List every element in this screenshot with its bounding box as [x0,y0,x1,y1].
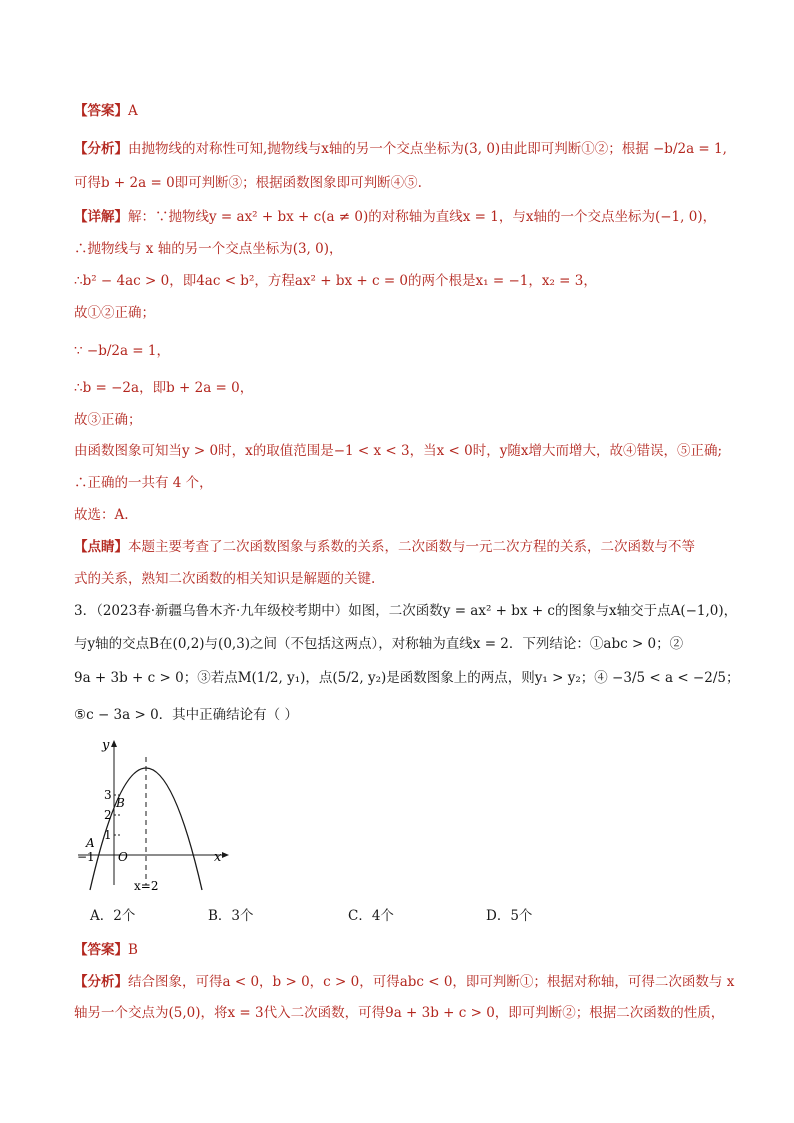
detail-line-4: 故①②正确； [74,305,155,321]
tick-label-3: 3 [104,788,112,802]
tick-label-2: 2 [104,808,112,822]
analysis-2-line-2: 轴另一个交点为(5,0)，将x = 3代入二次函数，可得9a + 3b + c > 0，即可判断②；根据二次函数的性质， [74,1005,725,1021]
detail-line-7: 故③正确； [74,412,142,428]
origin-label: O [118,850,128,864]
y-axis-label: y [102,738,110,753]
detail-line-8: 由函数图象可知当y > 0时，x的取值范围是−1 < x < 3，当x < 0时，y随x增大而增大，故④错误，⑤正确; [74,443,722,459]
question-line-3: 9a + 3b + c > 0；③若点M(1/2, y₁)，点(5/2, y₂)是函数图象上的两点，则y₁ > y₂；④ −3/5 < a < −2/5； [74,670,740,686]
detail-line-2: ∴抛物线与 x 轴的另一个交点坐标为(3, 0)， [74,241,343,257]
option-d: D．5个 [486,908,533,924]
analysis-2-line-1: 【分析】结合图象，可得a < 0，b > 0，c > 0，可得abc < 0，即可判断①；根据对称轴，可得二次函数与 x [74,974,735,990]
detail-line-9: ∴正确的一共有 4 个， [74,475,213,491]
analysis-line-1: 【分析】由抛物线的对称性可知,抛物线与x轴的另一个交点坐标为(3, 0)由此即可判断①②；根据 −b/2a = 1, [74,141,727,157]
analysis-line-2: 可得b + 2a = 0即可判断③；根据函数图象即可判断④⑤. [74,175,422,191]
detail-line-5: ∵ −b/2a = 1， [74,343,171,359]
question-line-1: 3．（2023春·新疆乌鲁木齐·九年级校考期中）如图，二次函数y = ax² + bx + c的图象与x轴交于点A(−1,0)， [74,603,738,619]
question-line-2: 与y轴的交点B在(0,2)与(0,3)之间（不包括这两点），对称轴为直线x = 2．下列结论：①abc > 0；② [74,636,684,652]
tick-label-minus-1: −1 [77,850,95,864]
answer-line-2: 【答案】B [74,942,138,958]
comment-line-1: 【点睛】本题主要考查了二次函数图象与系数的关系，二次函数与一元二次方程的关系，二次函数与不等 [74,539,695,555]
tick-label-1: 1 [104,828,112,842]
answer-line: 【答案】A [74,103,138,119]
parabola-graph [74,735,234,893]
point-a-label: A [86,836,95,850]
question-line-4: ⑤c − 3a > 0．其中正确结论有（ ） [74,707,298,723]
comment-line-2: 式的关系，熟知二次函数的相关知识是解题的关键. [74,571,376,587]
point-b-label: B [116,796,125,810]
detail-line-3: ∴b² − 4ac > 0，即4ac < b²，方程ax² + bx + c = 0的两个根是x₁ = −1，x₂ = 3， [74,273,597,289]
option-c: C．4个 [348,908,394,924]
option-a: A．2个 [90,908,136,924]
option-b: B．3个 [208,908,254,924]
x-axis-arrow [222,852,229,858]
symmetry-axis-label: x=2 [134,879,159,893]
detail-line-1: 【详解】解：∵抛物线y = ax² + bx + c(a ≠ 0)的对称轴为直线x = 1，与x轴的一个交点坐标为(−1, 0)， [74,209,717,225]
x-axis-label: x [214,850,222,865]
y-axis-arrow [111,740,117,747]
detail-line-6: ∴b = −2a，即b + 2a = 0， [74,380,254,396]
detail-line-10: 故选：A. [74,507,129,523]
